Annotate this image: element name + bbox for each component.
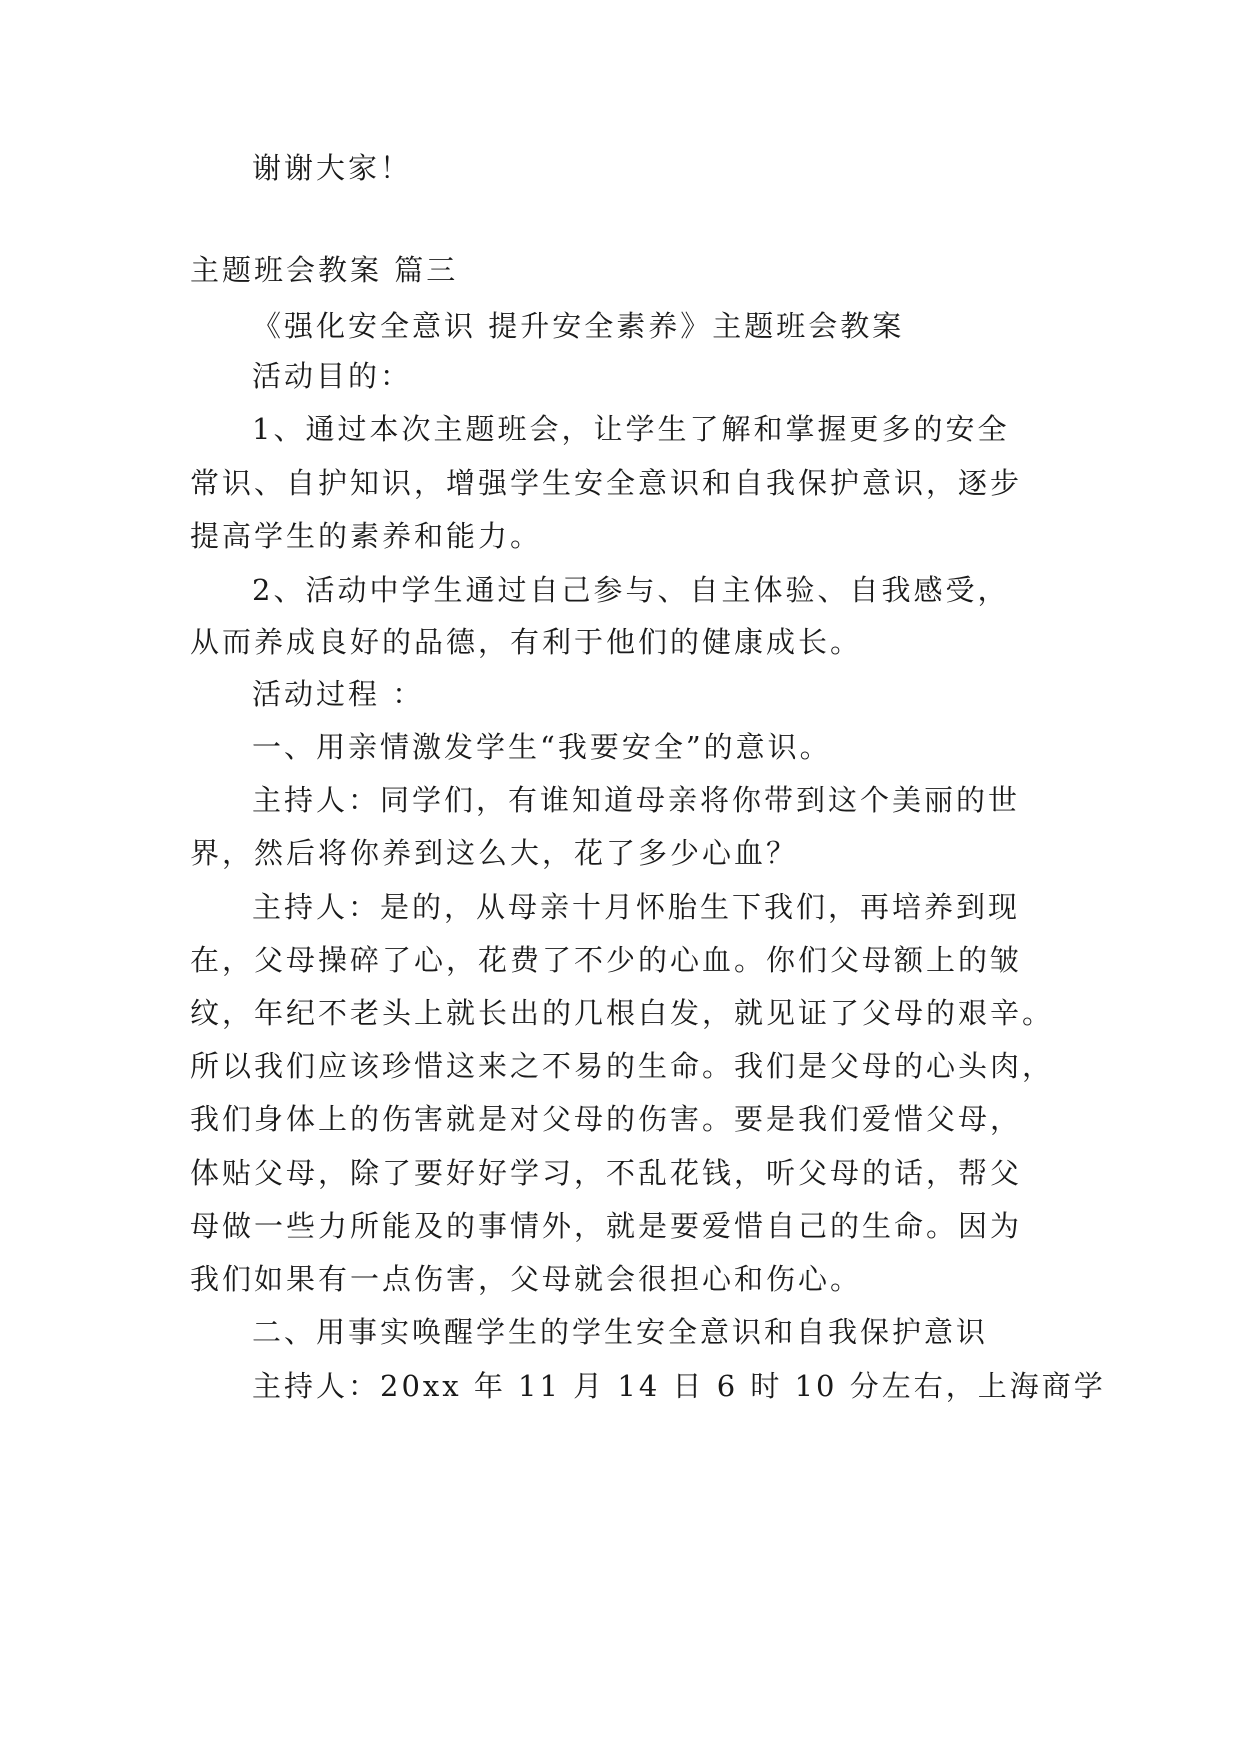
host-2-line-5: 我们身体上的伤害就是对父母的伤害。要是我们爱惜父母， [190,1102,1023,1136]
step-1-title: 一、用亲情激发学生“我要安全”的意识。 [252,730,832,764]
goal-1-line-3: 提高学生的素养和能力。 [190,519,543,553]
host-2-line-1: 主持人：是的，从母亲十月怀胎生下我们，再培养到现 [252,890,1021,924]
goal-2-line-1: 2、活动中学生通过自己参与、自主体验、自我感受， [252,573,1010,607]
host-2-line-6: 体贴父母，除了要好好学习，不乱花钱，听父母的话，帮父 [190,1156,1023,1190]
host-2-line-2: 在，父母操碎了心，花费了不少的心血。你们父母额上的皱 [190,943,1023,977]
goal-1-line-2: 常识、自护知识，增强学生安全意识和自我保护意识，逐步 [190,466,1023,500]
host-2-line-4: 所以我们应该珍惜这来之不易的生命。我们是父母的心头肉， [190,1049,1055,1083]
host-2-line-3: 纹，年纪不老头上就长出的几根白发，就见证了父母的艰辛。 [190,996,1055,1030]
host-1-line-1: 主持人：同学们，有谁知道母亲将你带到这个美丽的世 [252,783,1021,817]
goal-1-line-1: 1、通过本次主题班会，让学生了解和掌握更多的安全 [252,412,1010,446]
lesson-title: 《强化安全意识 提升安全素养》主题班会教案 [252,309,905,343]
goals-label: 活动目的： [252,359,413,393]
goal-2-line-2: 从而养成良好的品德，有利于他们的健康成长。 [190,625,863,659]
host-2-line-8: 我们如果有一点伤害，父母就会很担心和伤心。 [190,1262,863,1296]
host-2-line-7: 母做一些力所能及的事情外，就是要爱惜自己的生命。因为 [190,1209,1023,1243]
host-3-line-1: 主持人：20xx 年 11 月 14 日 6 时 10 分左右，上海商学 [252,1369,1106,1403]
step-2-title: 二、用事实唤醒学生的学生安全意识和自我保护意识 [252,1315,989,1349]
closing-text: 谢谢大家！ [252,151,413,185]
section-heading: 主题班会教案 篇三 [190,253,459,287]
process-label: 活动过程 ： [252,677,425,711]
host-1-line-2: 界，然后将你养到这么大，花了多少心血？ [190,836,799,870]
